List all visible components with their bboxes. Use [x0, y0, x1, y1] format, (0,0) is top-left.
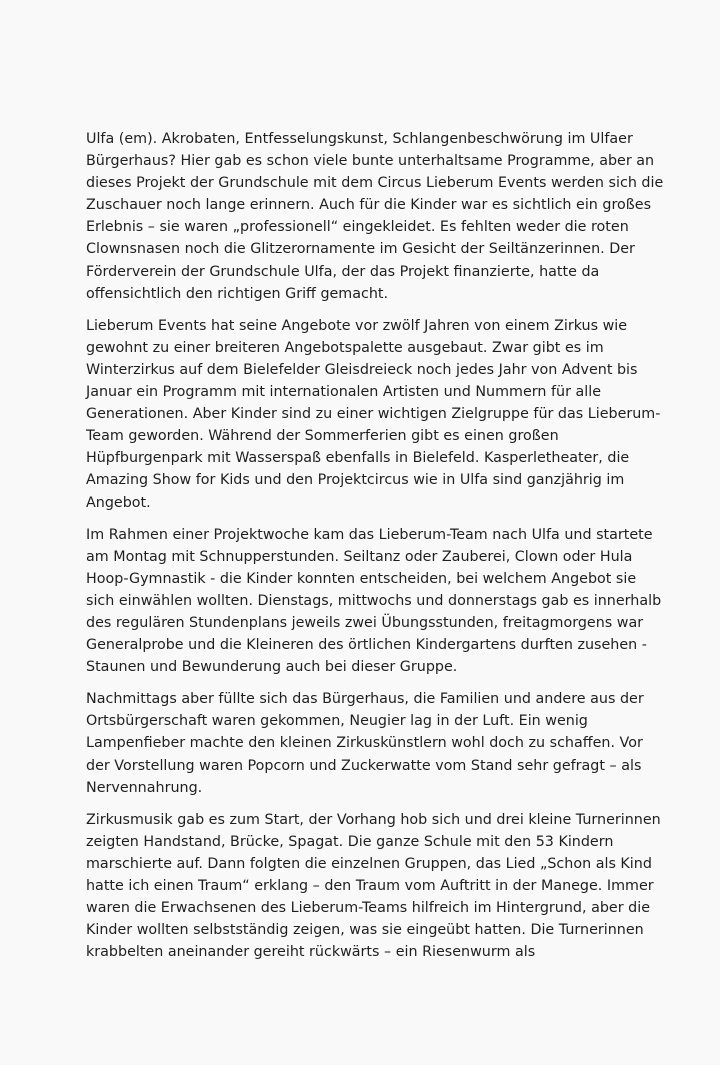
paragraph-3	[86, 524, 662, 679]
text-line: Clownsnasen noch die Glitzerornamente im Gesicht der Seiltänzerinnen. Der	[86, 241, 635, 258]
text-line: marschierte auf. Dann folgten die einzelnen Gruppen, das Lied „Schon als Kind	[86, 855, 652, 872]
text-line: Amazing Show for Kids und den Projektcircus wie in Ulfa sind ganzjährig im	[86, 472, 625, 489]
text-line: Team geworden. Während der Sommerferien gibt es einen großen	[86, 428, 559, 445]
text-line: Ulfa (em). Akrobaten, Entfesselungskunst, Schlangenbeschwörung im Ulfaer	[86, 131, 633, 147]
text-line: Generationen. Aber Kinder sind zu einer wichtigen Zielgruppe für das Lieberum-	[86, 406, 661, 423]
text-line: Generalprobe und die Kleineren des örtlichen Kindergartens durften zusehen -	[86, 637, 647, 654]
text-line: des regulären Stundenplans jeweils zwei Übungsstunden, freitagmorgens war	[86, 614, 644, 631]
text-line: Bürgerhaus? Hier gab es schon viele bunte unterhaltsame Programme, aber an	[86, 153, 655, 170]
text-line: Hüpfburgenpark mit Wasserspaß ebenfalls in Bielefeld. Kasperletheater, die	[86, 450, 630, 467]
text-line: gewohnt zu einer breiteren Angebotspalette ausgebaut. Zwar gibt es im	[86, 339, 604, 356]
text-line: Im Rahmen einer Projektwoche kam das Lieberum-Team nach Ulfa und startete	[86, 526, 653, 543]
text-line: Lampenfieber machte den kleinen Zirkuskünstlern wohl doch zu schaffen. Vor	[86, 735, 643, 752]
text-line: Ortsbürgerschaft waren gekommen, Neugier lag in der Luft. Ein wenig	[86, 713, 588, 730]
text-line: Zirkusmusik gab es zum Start, der Vorhang hob sich und drei kleine Turnerinnen	[86, 811, 661, 828]
text-line: Staunen und Bewunderung auch bei dieser Gruppe.	[86, 659, 458, 676]
text-line: Zuschauer noch lange erinnern. Auch für die Kinder war es sichtlich ein großes	[86, 197, 652, 214]
text-line: Nervennahrung.	[86, 779, 203, 796]
text-line: am Montag mit Schnupperstunden. Seiltanz oder Zauberei, Clown oder Hula	[86, 548, 633, 565]
paragraph-5	[86, 809, 661, 964]
paragraph-2	[86, 315, 661, 514]
text-line: waren die Erwachsenen des Lieberum-Teams hilfreich im Hintergrund, aber die	[86, 900, 650, 917]
text-line: Erlebnis – sie waren „professionell“ eingekleidet. Es fehlten weder die roten	[86, 219, 629, 236]
text-line: Hoop-Gymnastik - die Kinder konnten entscheiden, bei welchem Angebot sie	[86, 570, 637, 587]
text-line: offensichtlich den richtigen Griff gemacht.	[86, 285, 389, 302]
text-line: Kinder wollten selbstständig zeigen, was sie eingeübt hatten. Die Turnerinnen	[86, 922, 644, 939]
text-line: Winterzirkus auf dem Bielefelder Gleisdreieck noch jedes Jahr von Advent bis	[86, 361, 638, 378]
text-line: krabbelten aneinander gereiht rückwärts – ein Riesenwurm als	[86, 944, 536, 961]
text-line: der Vorstellung waren Popcorn und Zuckerwatte vom Stand sehr gefragt – als	[86, 757, 642, 774]
text-line: Januar ein Programm mit internationalen Artisten und Nummern für alle	[86, 384, 601, 401]
paragraph-4	[86, 688, 644, 798]
text-line: hatte ich einen Traum“ erklang – den Traum vom Auftritt in der Manege. Immer	[86, 878, 654, 894]
text-line: zeigten Handstand, Brücke, Spagat. Die ganze Schule mit den 53 Kindern	[86, 833, 614, 850]
text-line: dieses Projekt der Grundschule mit dem Circus Lieberum Events werden sich die	[86, 175, 664, 192]
text-line: Förderverein der Grundschule Ulfa, der das Projekt finanzierte, hatte da	[86, 263, 600, 280]
text-line: sich einwählen wollten. Dienstags, mittwochs und donnerstags gab es innerhalb	[86, 592, 662, 609]
text-line: Lieberum Events hat seine Angebote vor zwölf Jahren von einem Zirkus wie	[86, 317, 628, 334]
text-line: Angebot.	[86, 494, 151, 511]
text-line: Nachmittags aber füllte sich das Bürgerhaus, die Familien und andere aus der	[86, 691, 644, 708]
paragraph-1	[86, 128, 664, 305]
